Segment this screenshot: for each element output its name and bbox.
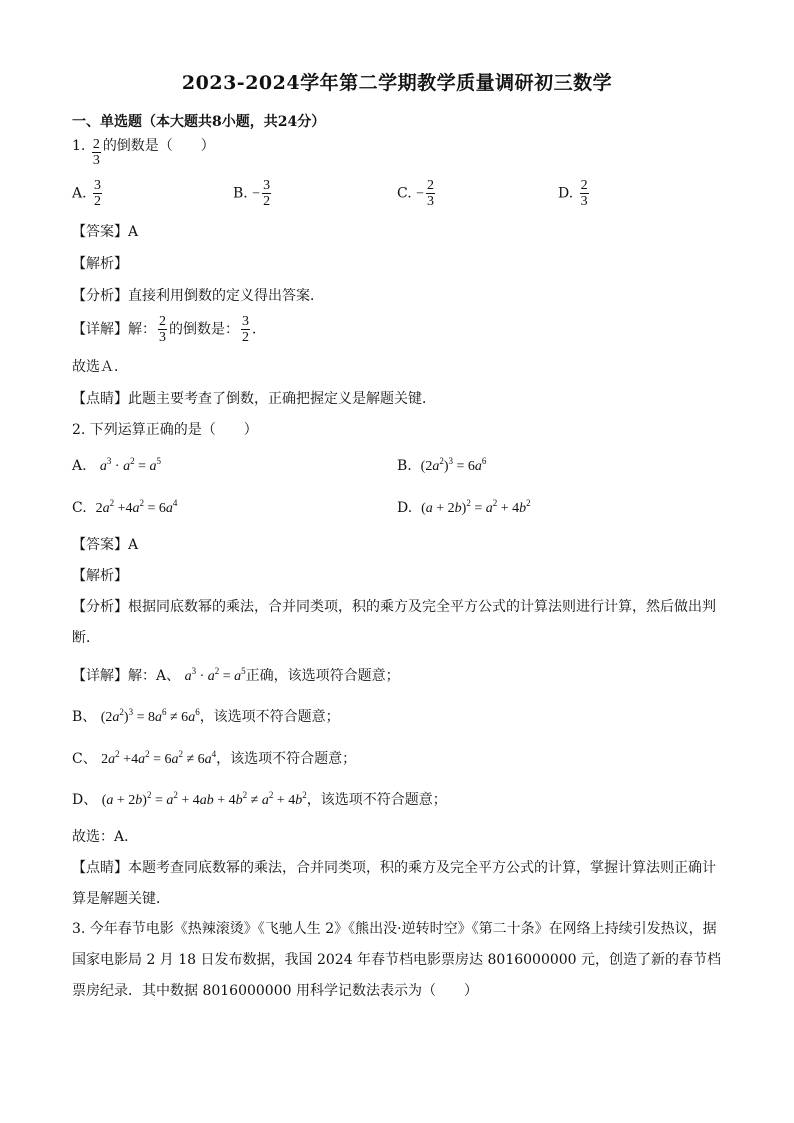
question-1-choose: 故选Ａ． [72,359,128,375]
page-title: 2023-2024学年第二学期教学质量调研初三数学 [181,72,613,94]
question-1-fenxi: 【分析】直接利用倒数的定义得出答案． [72,288,324,304]
question-1-option-c: C. − $\frac{2}{3}$ [397,178,435,209]
question-2-choose: 故选：A． [72,829,139,845]
question-1-dianjing: 【点睛】此题主要考查了倒数，正确把握定义是解题关键． [72,391,436,407]
question-1-option-a: A. $\frac{3}{2}$ [72,178,102,209]
question-1-option-b: B. − $\frac{3}{2}$ [233,178,271,209]
section-heading: 一、单选题（本大题共8小题，共24分） [72,114,326,130]
question-1-number: 1. [72,138,86,154]
question-2-fenxi: 【分析】根据同底数幂的乘法，合并同类项，积的乘方及完全平方公式的计算法则进行计算，然后做出判断． [72,599,716,646]
question-2-option-a: A. $a^3 \cdot a^2 = a^5$ [72,456,161,474]
question-2-analysis-tag: 【解析】 [72,568,128,584]
question-2-answer: 【答案】A [72,537,139,553]
question-2-detail-b: B、 $(2a^2)^3 = 8a^6 \ne 6a^6$，该选项不符合题意； [72,707,340,725]
question-2-dianjing: 【点睛】本题考查同底数幂的乘法，合并同类项，积的乘方及完全平方公式的计算，掌握计算法则正确计算是解题关键． [72,860,716,907]
question-2-option-b: B. $(2a^2)^3 = 6a^6$ [397,456,487,474]
question-2-option-d: D. $(a + 2b)^2 = a^2 + 4b^2$ [397,498,531,516]
question-1-analysis-tag: 【解析】 [72,256,128,272]
question-2-detail-c: C、 $2a^2 +4a^2 = 6a^2 \ne 6a^4$，该选项不符合题意； [72,749,357,767]
question-1-option-d: D. $\frac{2}{3}$ [558,178,588,209]
question-1-detail: 【详解】解： $\frac{2}{3}$ 的倒数是： $\frac{3}{2}$ ． [72,314,266,345]
question-2-option-c: C. $2a^2 +4a^2 = 6a^4$ [72,498,178,516]
question-2-detail-a: 【详解】解：A、 $a^3 \cdot a^2 = a^5$正确，该选项符合题意； [72,666,400,684]
question-2-detail-d: D、 $(a + 2b)^2 = a^2 + 4ab + 4b^2 \ne a^2 + 4b^2$，该选项不符合题意； [72,790,447,808]
question-2-stem: 2. 下列运算正确的是（ ） [72,422,258,438]
question-1-fraction: $\frac{2}{3}$ [92,137,100,168]
question-1-answer: 【答案】A [72,224,139,240]
question-3-stem: 3. 今年春节电影《热辣滚烫》《飞驰人生 2》《熊出没·逆转时空》《第二十条》在网络上持续引发热议，据国家电影局 2 月 18 日发布数据，我国 2024 年春节档电影票房达 8016000000 元，创造了新的春节档票房纪录．其中数据 8016000000 用科学记数法表示为（ ） [72,921,722,999]
question-1-stem: 1. $\frac{2}{3}$ 的倒数是（ ） [72,137,215,168]
